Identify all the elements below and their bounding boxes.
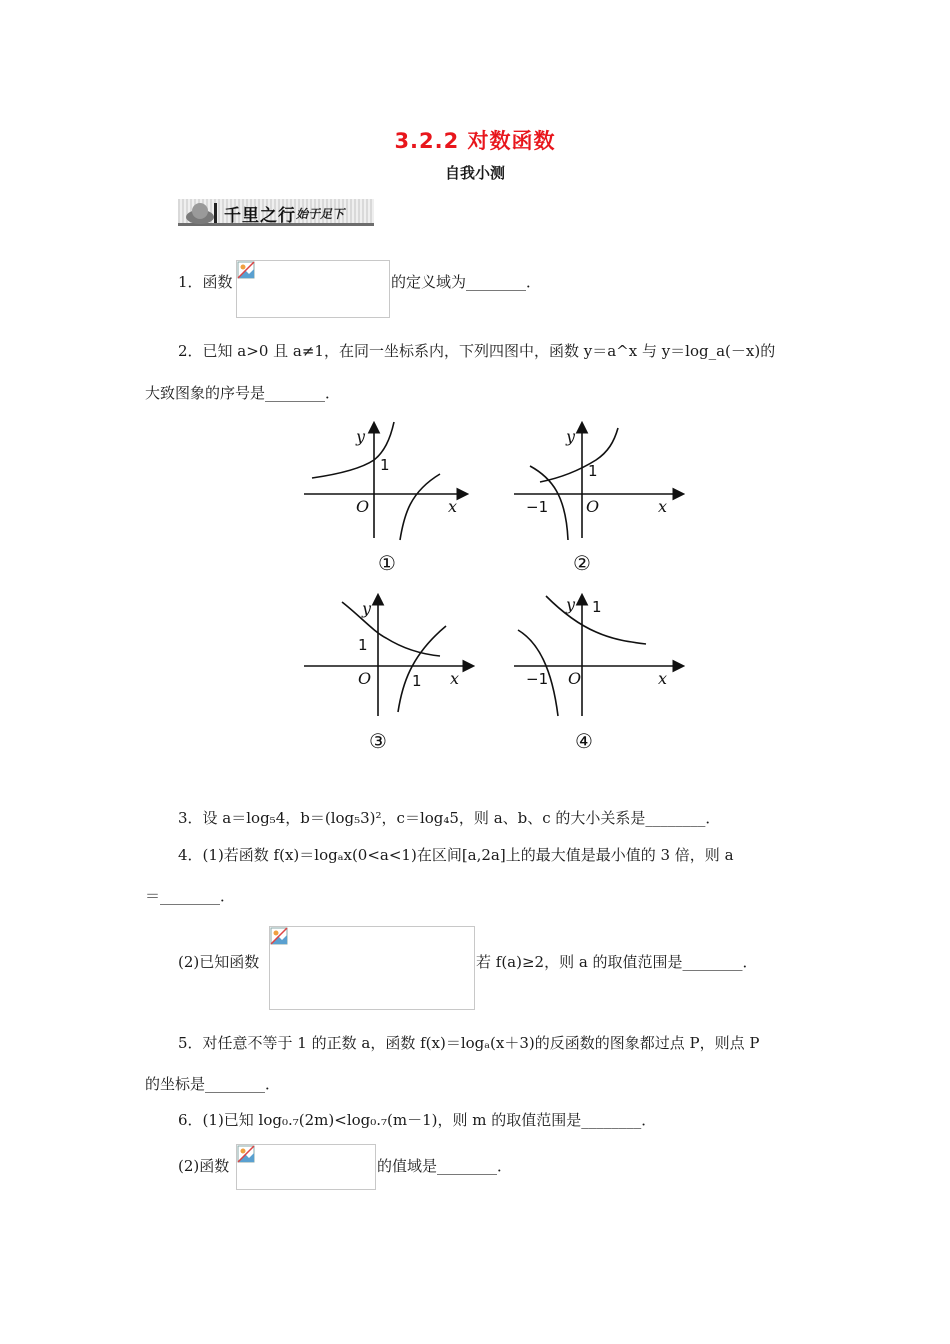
graph-1 <box>304 422 466 540</box>
q6-part2-prefix: (2)函数 <box>178 1157 230 1175</box>
broken-image-icon <box>237 261 255 279</box>
g3-tick-y: 1 <box>358 636 368 654</box>
g3-origin: O <box>358 669 372 688</box>
graph-label-2: ② <box>573 551 591 575</box>
g1-tick-1: 1 <box>380 456 390 474</box>
g4-tick-x: −1 <box>526 670 549 688</box>
q4-formula-image <box>269 926 475 1010</box>
graph-label-4: ④ <box>575 729 593 753</box>
q4-line1: 4．(1)若函数 f(x)＝logₐx(0<a<1)在区间[a,2a]上的最大值是最小值的 3 倍，则 a <box>178 846 734 864</box>
graph-2 <box>514 424 682 540</box>
q5-line1: 5．对任意不等于 1 的正数 a，函数 f(x)＝logₐ(x＋3)的反函数的图象都过点 P，则点 P <box>178 1034 760 1052</box>
banner-main-text: 千里之行 <box>224 206 296 226</box>
q6-formula-image <box>236 1144 376 1190</box>
stone-icon <box>182 199 218 225</box>
g1-origin: O <box>356 497 370 516</box>
four-graphs-figure <box>290 420 690 760</box>
q2-line1: 2．已知 a>0 且 a≠1，在同一坐标系内，下列四图中，函数 y＝a^x 与 y＝log_a(－x)的 <box>178 342 776 360</box>
g1-axis-y: y <box>356 427 366 446</box>
g3-axis-x: x <box>450 669 460 688</box>
g4-tick-y: 1 <box>592 598 602 616</box>
g4-axis-x: x <box>658 669 668 688</box>
q4-part2-prefix: (2)已知函数 <box>178 953 260 971</box>
g3-axis-y: y <box>362 599 372 618</box>
page-title: 3.2.2 对数函数 <box>394 129 556 153</box>
q1-prefix: 1．函数 <box>178 273 233 291</box>
page-subtitle: 自我小测 <box>444 164 505 182</box>
g2-tick-y: 1 <box>588 462 598 480</box>
q6-part2-suffix: 的值域是________． <box>377 1157 513 1175</box>
q5-line2: 的坐标是________． <box>145 1075 281 1093</box>
q4-part2-suffix: 若 f(a)≥2，则 a 的取值范围是________． <box>476 953 758 971</box>
g2-origin: O <box>586 497 600 516</box>
q3-text: 3．设 a＝log₅4，b＝(log₅3)²，c＝log₄5，则 a、b、c 的大小关系是________． <box>178 809 721 827</box>
broken-image-icon <box>270 927 288 945</box>
q6-line1: 6．(1)已知 log₀.₇(2m)<log₀.₇(m－1)，则 m 的取值范围是________． <box>178 1111 657 1129</box>
g2-tick-x: −1 <box>526 498 549 516</box>
q1-formula-image <box>236 260 390 318</box>
section-banner <box>178 199 374 227</box>
g3-tick-x: 1 <box>412 672 422 690</box>
graph-label-1: ① <box>378 551 396 575</box>
banner-small-text: 始于足下 <box>296 207 345 221</box>
graph-3 <box>304 596 472 716</box>
g2-axis-y: y <box>566 427 576 446</box>
g1-axis-x: x <box>448 497 458 516</box>
broken-image-icon <box>237 1145 255 1163</box>
g2-axis-x: x <box>658 497 668 516</box>
q2-line2: 大致图象的序号是________． <box>145 384 341 402</box>
q1-suffix: 的定义域为________． <box>391 273 542 291</box>
q4-line2: ＝________． <box>145 887 236 905</box>
g4-origin: O <box>568 669 582 688</box>
g4-axis-y: y <box>566 595 576 614</box>
graph-label-3: ③ <box>369 729 387 753</box>
